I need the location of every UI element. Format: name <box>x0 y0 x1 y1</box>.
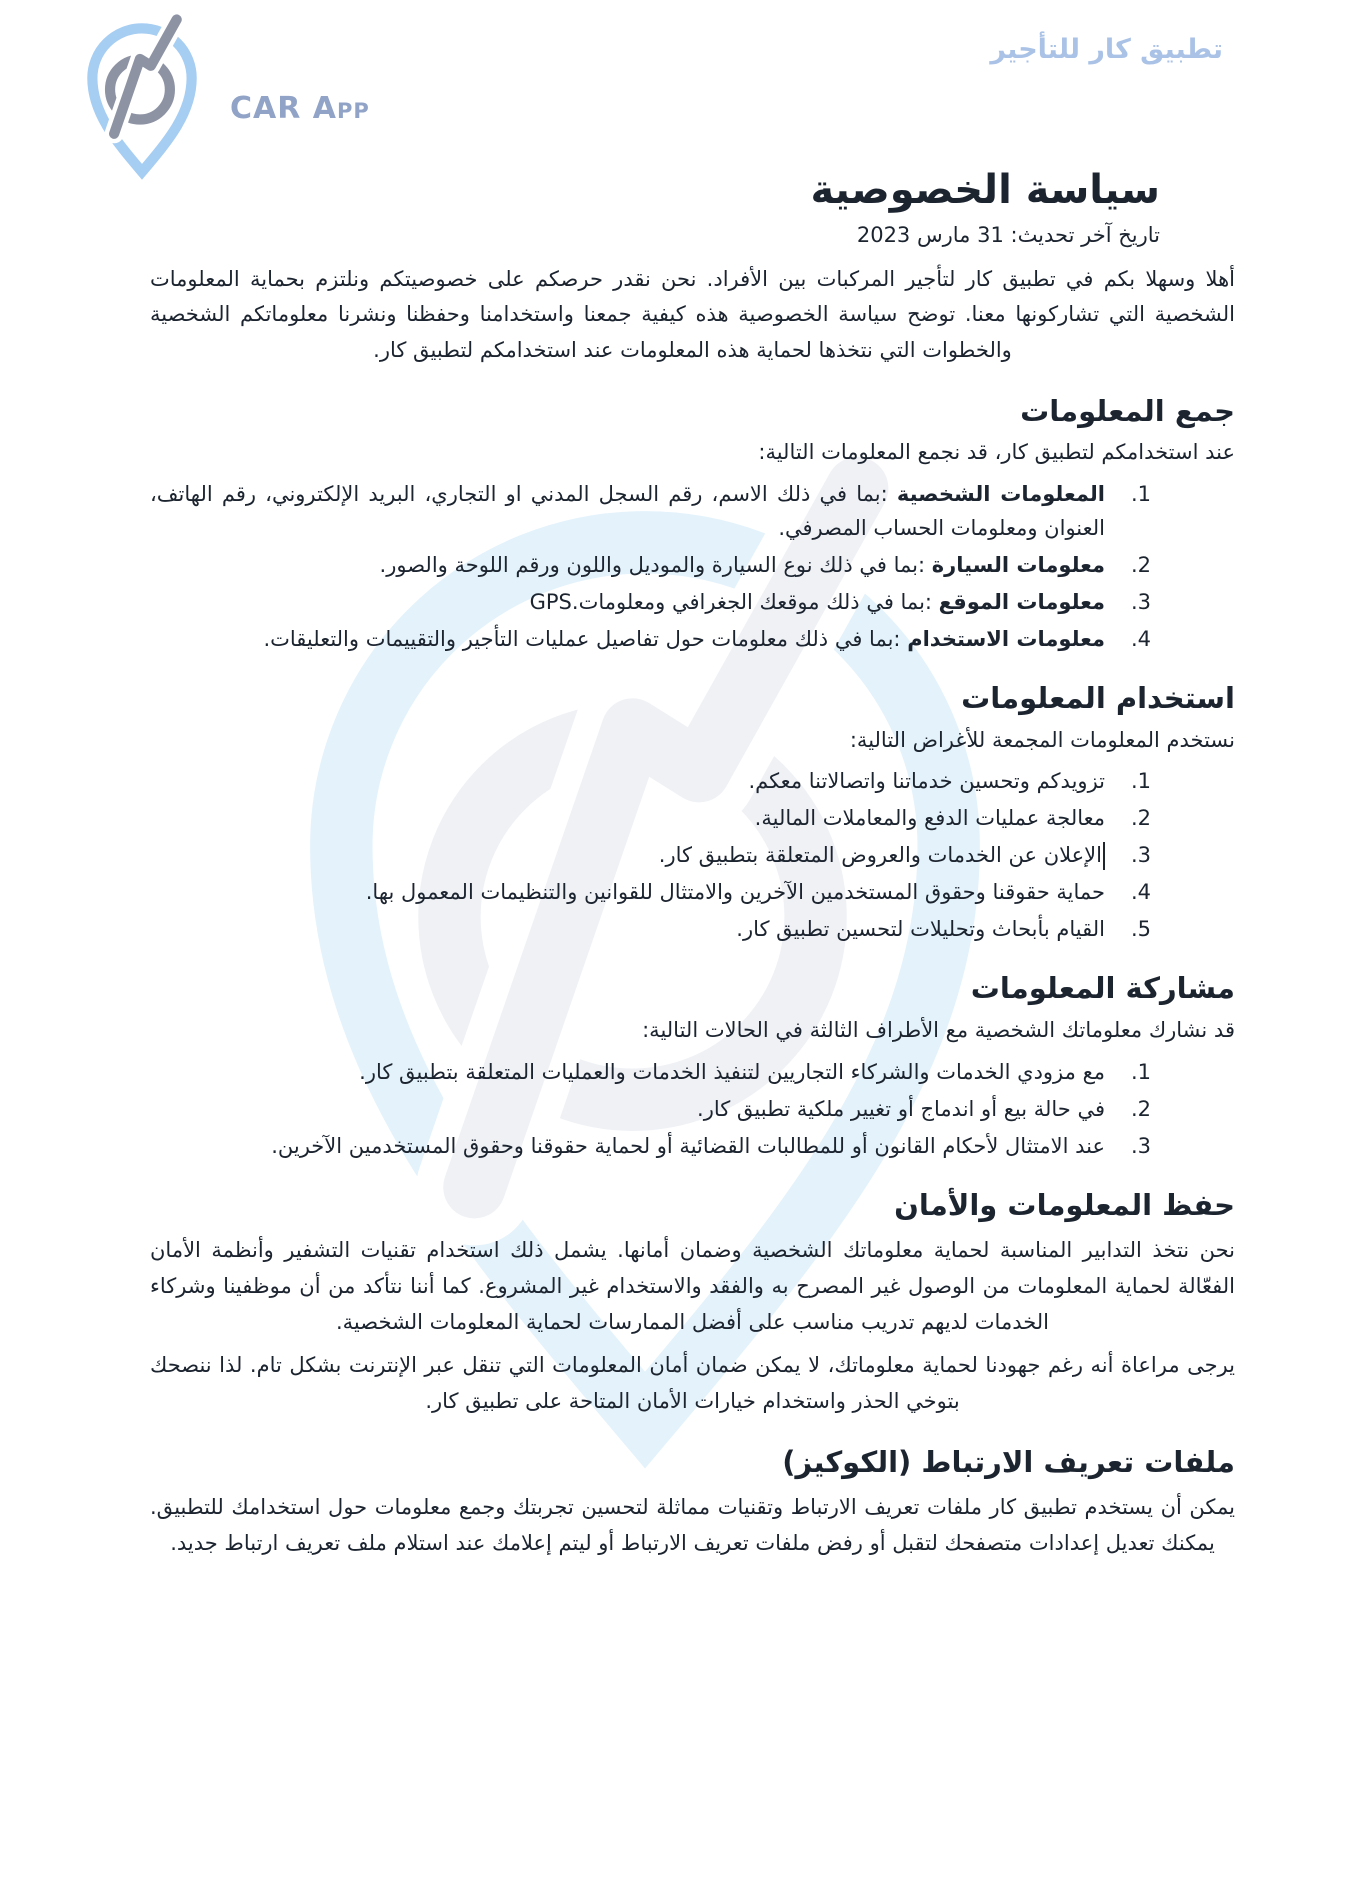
item-text: في حالة بيع أو اندماج أو تغيير ملكية تطبيق كار. <box>697 1096 1105 1121</box>
section-sharing-heading: مشاركة المعلومات <box>970 971 1235 1006</box>
item-number: 2. <box>1130 1096 1151 1121</box>
item-text: حماية حقوقنا وحقوق المستخدمين الآخرين والامتثال للقوانين والتنظيمات المعمول بها. <box>365 880 1105 905</box>
section-usage-intro: نستخدم المعلومات المجمعة للأغراض التالية: <box>849 727 1235 752</box>
item-text: :بما في ذلك نوع السيارة والموديل واللون ورقم اللوحة والصور. <box>379 553 932 578</box>
list-item <box>150 477 1235 545</box>
item-number: 1. <box>1130 1059 1151 1084</box>
section-usage-heading: استخدام المعلومات <box>961 681 1235 716</box>
brand-name: CAR App <box>230 90 370 126</box>
list-item <box>150 801 1235 835</box>
item-number: 1. <box>1130 769 1151 794</box>
item-number: 3. <box>1130 590 1151 615</box>
intro-paragraph: أهلا وسهلا بكم في تطبيق كار لتأجير المركبات بين الأفراد. نحن نقدر حرصكم على خصوصيتكم ونلتزم بحماية المعلومات الشخصية التي تشاركونها معنا. توضح سياسة الخصوصية هذه كيفية جمعنا واستخدامنا وحفظنا ونشرنا معلوماتكم الشخصية والخطوات التي نتخذها لحماية هذه المعلومات عند استخدامكم لتطبيق كار. <box>150 266 1235 363</box>
item-label: معلومات الاستخدام <box>907 627 1105 652</box>
list-item <box>150 912 1235 946</box>
brand <box>68 8 370 180</box>
section-collect-intro: عند استخدامكم لتطبيق كار، قد نجمع المعلومات التالية: <box>758 440 1235 465</box>
sharing-list <box>150 1055 1235 1163</box>
item-text: :بما في ذلك الاسم، رقم السجل المدني او التجاري، البريد الإلكتروني، رقم الهاتف، العنوان ومعلومات الحساب المصرفي. <box>150 482 1105 541</box>
document-content <box>0 164 1353 1562</box>
section-cookies-heading: ملفات تعريف الارتباط (الكوكيز) <box>782 1444 1235 1479</box>
item-number: 4. <box>1130 627 1151 652</box>
security-paragraph-1: نحن نتخذ التدابير المناسبة لحماية معلوماتك الشخصية وضمان أمانها. يشمل ذلك استخدام تقنيات التشفير وأنظمة الأمان الفعّالة لحماية المعلومات من الوصول غير المصرح به والفقد والاستخدام غير المشروع. كما أننا نتأكد من أن موظفينا وشركاء الخدمات لديهم تدريب مناسب على أفضل الممارسات لحماية المعلومات الشخصية. <box>150 1238 1235 1334</box>
item-text: عند الامتثال لأحكام القانون أو للمطالبات القضائية أو لحماية حقوقنا وحقوق المستخدمين الآخرين. <box>271 1133 1105 1158</box>
item-text: مع مزودي الخدمات والشركاء التجاريين لتنفيذ الخدمات والعمليات المتعلقة بتطبيق كار. <box>359 1059 1105 1084</box>
item-label: معلومات السيارة <box>931 553 1105 578</box>
section-sharing-intro: قد نشارك معلوماتك الشخصية مع الأطراف الثالثة في الحالات التالية: <box>642 1018 1235 1043</box>
list-item <box>150 1129 1235 1163</box>
list-item <box>150 622 1235 656</box>
item-text: معالجة عمليات الدفع والمعاملات المالية. <box>754 806 1105 831</box>
item-text: تزويدكم وتحسين خدماتنا واتصالاتنا معكم. <box>748 769 1105 794</box>
item-text: الإعلان عن الخدمات والعروض المتعلقة بتطبيق كار. <box>658 843 1102 868</box>
item-number: 2. <box>1130 806 1151 831</box>
list-item <box>150 875 1235 909</box>
item-number: 5. <box>1130 917 1151 942</box>
item-text: :بما في ذلك موقعك الجغرافي ومعلومات.GPS <box>529 590 939 615</box>
usage-list <box>150 764 1235 946</box>
page-header <box>0 0 1353 158</box>
location-pin-logo-icon <box>68 10 216 180</box>
list-item <box>150 585 1235 619</box>
list-item <box>150 1055 1235 1089</box>
page-title: سياسة الخصوصية <box>810 167 1160 213</box>
section-collect-heading: جمع المعلومات <box>1020 393 1235 428</box>
item-label: المعلومات الشخصية <box>896 482 1105 507</box>
item-number: 4. <box>1130 880 1151 905</box>
app-title-arabic: تطبيق كار للتأجير <box>990 34 1223 65</box>
text-cursor <box>1103 842 1105 870</box>
collect-list <box>150 477 1235 656</box>
list-item <box>150 838 1235 872</box>
security-paragraph-2: يرجى مراعاة أنه رغم جهودنا لحماية معلوماتك، لا يمكن ضمان أمان المعلومات التي تنقل عبر الإنترنت بشكل تام. لذا ننصحك بتوخي الحذر واستخدام خيارات الأمان المتاحة على تطبيق كار. <box>150 1353 1235 1414</box>
item-number: 3. <box>1130 1133 1151 1158</box>
cookies-paragraph: يمكن أن يستخدم تطبيق كار ملفات تعريف الارتباط وتقنيات مماثلة لتحسين تجربتك وجمع معلومات حول استخدامك للتطبيق. يمكنك تعديل إعدادات متصفحك لتقبل أو رفض ملفات تعريف الارتباط أو ليتم إعلامك عند استلام ملف تعريف ارتباط جديد. <box>150 1495 1235 1556</box>
item-number: 1. <box>1130 482 1151 507</box>
item-text: :بما في ذلك معلومات حول تفاصيل عمليات التأجير والتقييمات والتعليقات. <box>263 627 908 652</box>
item-text: القيام بأبحاث وتحليلات لتحسين تطبيق كار. <box>736 917 1105 942</box>
last-updated-date: تاريخ آخر تحديث: 31 مارس 2023 <box>856 223 1160 247</box>
list-item <box>150 764 1235 798</box>
item-label: معلومات الموقع <box>938 590 1105 615</box>
item-number: 3. <box>1130 843 1151 868</box>
list-item <box>150 1092 1235 1126</box>
section-security-heading: حفظ المعلومات والأمان <box>894 1187 1235 1222</box>
item-number: 2. <box>1130 553 1151 578</box>
list-item <box>150 548 1235 582</box>
